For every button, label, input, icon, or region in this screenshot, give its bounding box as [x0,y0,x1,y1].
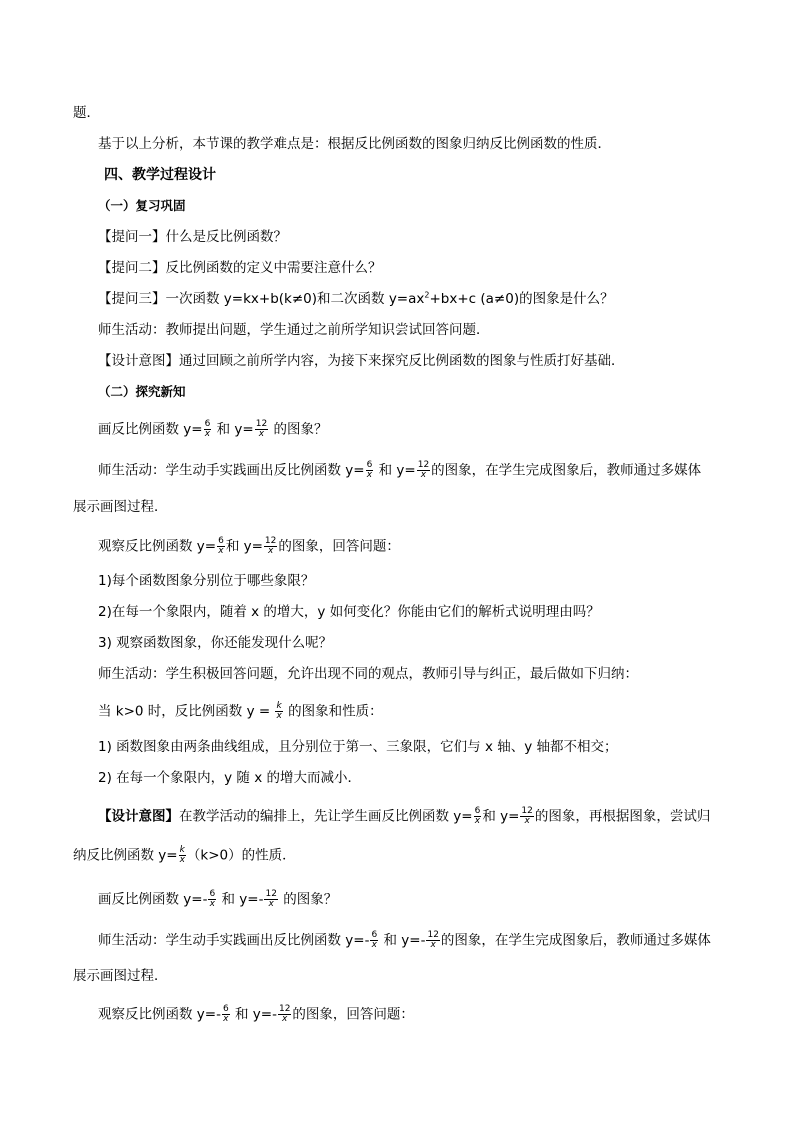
section-heading: 四、教学过程设计 [104,167,216,183]
paragraph-line: 画反比例函数 y=- $\frac{6}{x}$ 和 y=- $\frac{12}{x}$ 的图象？ [98,889,338,909]
paragraph-line: 展示画图过程． [73,968,168,984]
fraction: $\frac{12}{x}$ [427,930,439,950]
paragraph-line: 【提问一】什么是反比例函数？ [98,229,287,245]
fraction: $\frac{6}{x}$ [218,536,224,556]
fraction: $\frac{12}{x}$ [265,889,277,909]
exponent: 2 [424,290,430,300]
fraction: $\frac{k}{x}$ [276,701,282,721]
fraction: $\frac{12}{x}$ [278,1004,291,1024]
subsection-heading: （一）复习巩固 [98,198,186,213]
fraction: $\frac{6}{x}$ [209,889,216,909]
paragraph-line: 3) 观察函数图象，你还能发现什么呢？ [98,635,333,651]
paragraph-line: 画反比例函数 y= $\frac{6}{x}$ 和 y= $\frac{12}{x}$ 的图象？ [98,419,328,439]
paragraph-line: 观察反比例函数 y=- $\frac{6}{x}$ 和 y=- $\frac{12}{x}$ 的图象，回答问题： [98,1004,414,1024]
fraction: $\frac{12}{x}$ [417,460,430,480]
fraction: $\frac{6}{x}$ [222,1004,229,1024]
paragraph-line: 师生活动：学生积极回答问题，允许出现不同的观点，教师引导与纠正，最后做如下归纳： [98,666,638,682]
paragraph-line: 观察反比例函数 y= $\frac{6}{x}$ 和 y= $\frac{12}{x}$ 的图象，回答问题： [98,536,400,556]
fraction: $\frac{12}{x}$ [521,806,533,826]
paragraph-line: 1)每个函数图象分别位于哪些象限？ [98,573,315,589]
paragraph-line: 师生活动：学生动手实践画出反比例函数 y= $\frac{6}{x}$ 和 y= $\frac{12}{x}$ 的图象，在学生完成图象后，教师通过多媒体 [98,460,702,480]
paragraph-line: 师生活动：学生动手实践画出反比例函数 y=- $\frac{6}{x}$ 和 y=- $\frac{12}{x}$ 的图象，在学生完成图象后，教师通过多媒体 [98,930,711,950]
paragraph-line: 【提问三】一次函数 y=kx+b(k≠0)和二次函数 $y=ax^2+bx+c$ (a≠0)的图象是什么？ [98,290,614,307]
paragraph-line: 当 k>0 时，反比例函数 y = $\frac{k}{x}$ 的图象和性质： [98,701,383,721]
paragraph-line: 题． [73,105,100,121]
subsection-heading: （二）探究新知 [98,384,186,399]
fraction: $\frac{6}{x}$ [474,806,481,826]
fraction: $\frac{k}{x}$ [179,845,185,865]
paragraph-line: 师生活动：教师提出问题，学生通过之前所学知识尝试回答问题． [98,322,490,338]
paragraph-line: 2) 在每一个象限内，y 随 x 的增大而减小． [98,770,361,786]
paragraph-line: 1) 函数图象由两条曲线组成，且分别位于第一、三象限，它们与 x 轴、y 轴都不相交； [98,739,618,755]
fraction: $\frac{12}{x}$ [264,536,277,556]
fraction: $\frac{12}{x}$ [255,419,268,439]
fraction: $\frac{6}{x}$ [371,930,378,950]
paragraph-line: 【设计意图】在教学活动的编排上，先让学生画反比例函数 y= $\frac{6}{x}$ 和 y= $\frac{12}{x}$ 的图象，再根据图象，尝试归 [98,806,711,826]
fraction: $\frac{6}{x}$ [204,419,211,439]
fraction: $\frac{6}{x}$ [366,460,373,480]
paragraph-line: 展示画图过程． [73,499,168,515]
paragraph-line: 基于以上分析，本节课的教学难点是：根据反比例函数的图象归纳反比例函数的性质． [98,136,611,152]
paragraph-line: 【提问二】反比例函数的定义中需要注意什么？ [98,260,382,276]
paragraph-line: 【设计意图】通过回顾之前所学内容，为接下来探究反比例函数的图象与性质打好基础． [98,353,625,369]
paragraph-line: 纳反比例函数 y= $\frac{k}{x}$ （k>0）的性质． [73,845,296,865]
paragraph-line: 2)在每一个象限内，随着 x 的增大，y 如何变化？你能由它们的解析式说明理由吗？ [98,604,600,620]
